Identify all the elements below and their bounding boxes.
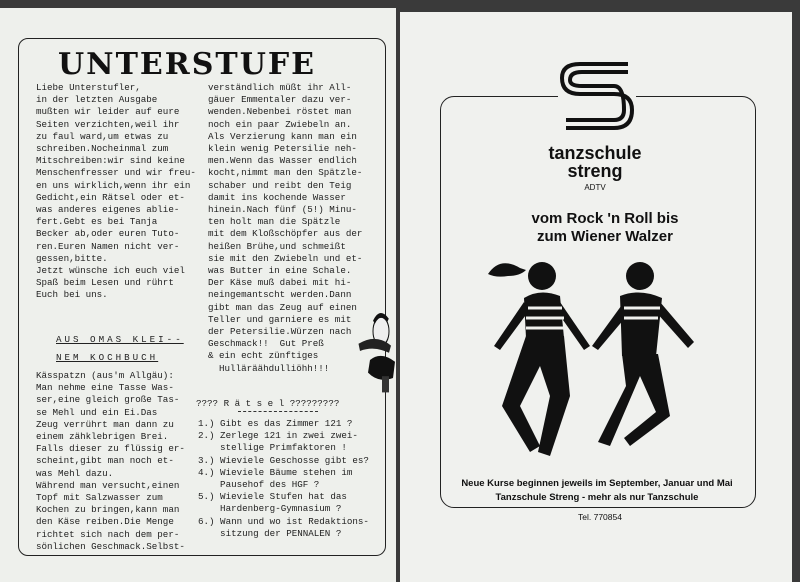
text-line: heißen Brühe,und schmeißt	[208, 240, 346, 252]
text-line: en uns wirklich,wenn ihr ein	[36, 179, 191, 191]
text-line: mit dem Kloßschöpfer aus der	[208, 228, 363, 240]
recipe-text	[36, 370, 185, 553]
footer-slogan: Tanzschule Streng - mehr als nur Tanzschule	[495, 492, 699, 503]
text-line: klein wenig Petersilie neh-	[208, 143, 357, 155]
recipe-continued-text	[208, 82, 362, 375]
text-line: in der letzten Ausgabe	[36, 94, 158, 106]
text-line: se Mehl und ein Ei.Das	[36, 406, 158, 418]
text-line: was anderes eigenes ablie-	[36, 204, 180, 216]
text-line: 3.) Wieviele Geschosse gibt es?	[198, 454, 369, 466]
text-line: Während man versucht,einen	[36, 479, 180, 491]
logo-name-2: streng	[567, 161, 623, 181]
logo-sub: ADTV	[584, 183, 606, 192]
text-line: Teller und garniere es mit	[208, 313, 352, 325]
text-line: was Butter in eine Schale.	[208, 265, 352, 277]
text-line: Gedicht,ein Rätsel oder et-	[36, 191, 185, 203]
text-line: stellige Primfaktoren !	[198, 442, 347, 454]
text-line: einem zähklebrigen Brei.	[36, 431, 169, 443]
logo-name: tanzschule	[548, 143, 642, 163]
text-line: Mitschreiben:wir sind keine	[36, 155, 185, 167]
text-line: scheint,gibt man noch et-	[36, 455, 174, 467]
text-line: Hulläräähdulliöhh!!!	[208, 362, 330, 374]
text-line: Hardenberg-Gymnasium ?	[198, 503, 342, 515]
text-line: hinein.Nach fünf (5!) Minu-	[208, 204, 357, 216]
text-line: gibt man das Zeug auf einen	[208, 301, 357, 313]
text-line: mußten wir leider auf eure	[36, 106, 180, 118]
text-line: 5.) Wieviele Stufen hat das	[198, 491, 347, 503]
text-line: gäuer Emmentaler dazu ver-	[208, 94, 352, 106]
text-line: Spaß beim Lesen und rührt	[36, 277, 174, 289]
text-line: fert.Gebt es bei Tanja	[36, 216, 158, 228]
text-line: Der Käse muß dabei mit hi-	[208, 277, 352, 289]
text-line: schaber und reibt den Teig	[208, 179, 352, 191]
headline-1: vom Rock 'n Roll bis	[531, 210, 679, 227]
dancing-couple-illustration	[480, 246, 720, 474]
text-line: zu faul ward,um etwas zu	[36, 130, 169, 142]
text-line: Liebe Unterstufler,	[36, 82, 141, 93]
text-line: ser,eine gleich große Tas-	[36, 394, 180, 406]
text-line: men.Wenn das Wasser endlich	[208, 155, 357, 167]
text-line: neingemantscht werden.Dann	[208, 289, 352, 301]
text-line: sönlichen Geschmack.Selbst-	[36, 540, 185, 552]
text-line: 4.) Wieviele Bäume stehen im	[198, 466, 353, 478]
headline-2: zum Wiener Walzer	[536, 228, 673, 245]
text-line: damit ins kochende Wasser	[208, 191, 346, 203]
text-line: Kochen zu bringen,kann man	[36, 504, 180, 516]
text-line: 1.) Gibt es das Zimmer 121 ?	[198, 418, 353, 429]
text-line: verständlich müßt ihr All-	[208, 82, 352, 93]
text-line: 6.) Wann und wo ist Redaktions-	[198, 515, 369, 527]
text-line: Kässpatzn (aus'm Allgäu):	[36, 370, 174, 381]
text-line: was Mehl dazu.	[36, 467, 114, 479]
recipe-heading-2: NEM KOCHBUCH	[56, 352, 159, 363]
text-line: Pausehof des HGF ?	[198, 479, 320, 491]
text-line: Topf mit Salzwasser zum	[36, 492, 163, 504]
text-line: kocht,nimmt man den Spätzle-	[208, 167, 363, 179]
riddle-heading-underline	[238, 411, 318, 412]
text-line: ten holt man die Spätzle	[208, 216, 341, 228]
text-line: wenden.Nebenbei röstet man	[208, 106, 352, 118]
text-line: noch ein paar Zwiebeln an.	[208, 118, 352, 130]
text-line: Jetzt wünsche ich euch viel	[36, 265, 185, 277]
footer-courses: Neue Kurse beginnen jeweils im September, Januar und Mai	[461, 478, 733, 489]
riddle-heading: ???? R ä t s e l ?????????	[196, 398, 340, 409]
text-line: Seiten verzichten,weil ihr	[36, 118, 180, 130]
page-title: UNTERSTUFE	[58, 47, 317, 82]
text-line: schreiben.Nocheinmal zum	[36, 143, 169, 155]
text-line: 2.) Zerlege 121 in zwei zwei-	[198, 430, 358, 442]
text-line: Euch bei uns.	[36, 289, 108, 301]
text-line: Man nehme eine Tasse Was-	[36, 382, 174, 394]
recipe-heading-1: AUS OMAS KLEI--	[56, 334, 184, 345]
left-page	[0, 8, 396, 582]
text-line: Falls dieser zu flüssig er-	[36, 443, 185, 455]
cartoon-eater-illustration	[356, 306, 396, 396]
text-line: Als Verzierung kann man ein	[208, 130, 357, 142]
text-line: Zeug verrührt man dann zu	[36, 418, 174, 430]
text-line: Becker ab,oder euren Tuto-	[36, 228, 180, 240]
text-line: der Petersilie.Würzen nach	[208, 326, 352, 338]
text-line: sie mit den Zwiebeln und et-	[208, 252, 363, 264]
text-line: sitzung der PENNALEN ?	[198, 527, 342, 539]
text-line: ren.Euren Namen nicht ver-	[36, 240, 180, 252]
riddle-list	[198, 418, 369, 540]
text-line: & ein echt zünftiges	[208, 350, 319, 362]
text-line: den Käse reiben.Die Menge	[36, 516, 174, 528]
text-line: richtet sich nach dem per-	[36, 528, 180, 540]
text-line: Geschmack!! Gut Preß	[208, 338, 324, 350]
text-line: Menschenfresser und wir freu-	[36, 167, 196, 179]
intro-text	[36, 82, 196, 302]
text-line: gessen,bitte.	[36, 252, 108, 264]
tanzschule-logo-icon	[558, 58, 636, 134]
phone-number: Tel. 770854	[578, 512, 622, 522]
right-page	[400, 12, 792, 582]
